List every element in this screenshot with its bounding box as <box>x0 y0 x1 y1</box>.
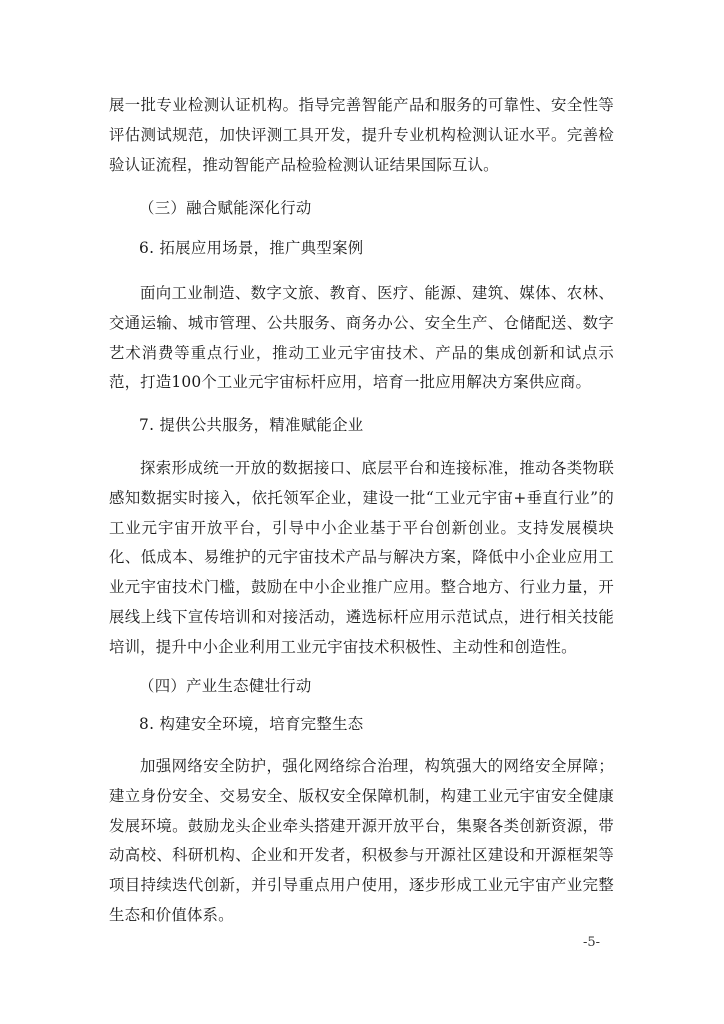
section-heading-3: （三）融合赋能深化行动 <box>139 199 312 217</box>
item-heading-7: 7. 提供公共服务，精准赋能企业 <box>139 416 364 434</box>
paragraph-certification: 展一批专业检测认证机构。指导完善智能产品和服务的可靠性、安全性等评估测试规范，加快评测工具开发，提升专业机构检测认证水平。完善检验认证流程，推动智能产品检验检测认证结果国际互认。 <box>109 96 614 174</box>
paragraph-public-services: 探索形成统一开放的数据接口、底层平台和连接标准，推动各类物联感知数据实时接入，依托领军企业，建设一批“工业元宇宙+垂直行业”的工业元宇宙开放平台，引导中小企业基于平台创新创业。支持发展模块化、低成本、易维护的元宇宙技术产品与解决方案，降低中小企业应用工业元宇宙技术门槛，鼓励在中小企业推广应用。整合地方、行业力量，开展线上线下宣传培训和对接活动，遴选标杆应用示范试点，进行相关技能培训，提升中小企业利用工业元宇宙技术积极性、主动性和创造性。 <box>109 459 614 656</box>
item-heading-6: 6. 拓展应用场景，推广典型案例 <box>139 239 364 257</box>
paragraph-ecosystem: 加强网络安全防护，强化网络综合治理，构筑强大的网络安全屏障；建立身份安全、交易安全、版权安全保障机制，构建工业元宇宙安全健康发展环境。鼓励龙头企业牵头搭建开源开放平台，集聚各类创新资源，带动高校、科研机构、企业和开发者，积极参与开源社区建设和开源框架等项目持续迭代创新，并引导重点用户使用，逐步形成工业元宇宙产业完整生态和价值体系。 <box>109 757 614 924</box>
section-heading-4: （四）产业生态健壮行动 <box>139 677 312 695</box>
page-number: -5- <box>583 935 601 950</box>
item-heading-8: 8. 构建安全环境，培育完整生态 <box>139 715 364 733</box>
paragraph-application-scenarios: 面向工业制造、数字文旅、教育、医疗、能源、建筑、媒体、农林、交通运输、城市管理、公共服务、商务办公、安全生产、仓储配送、数字艺术消费等重点行业，推动工业元宇宙技术、产品的集成创新和试点示范，打造100个工业元宇宙标杆应用，培育一批应用解决方案供应商。 <box>109 284 614 392</box>
